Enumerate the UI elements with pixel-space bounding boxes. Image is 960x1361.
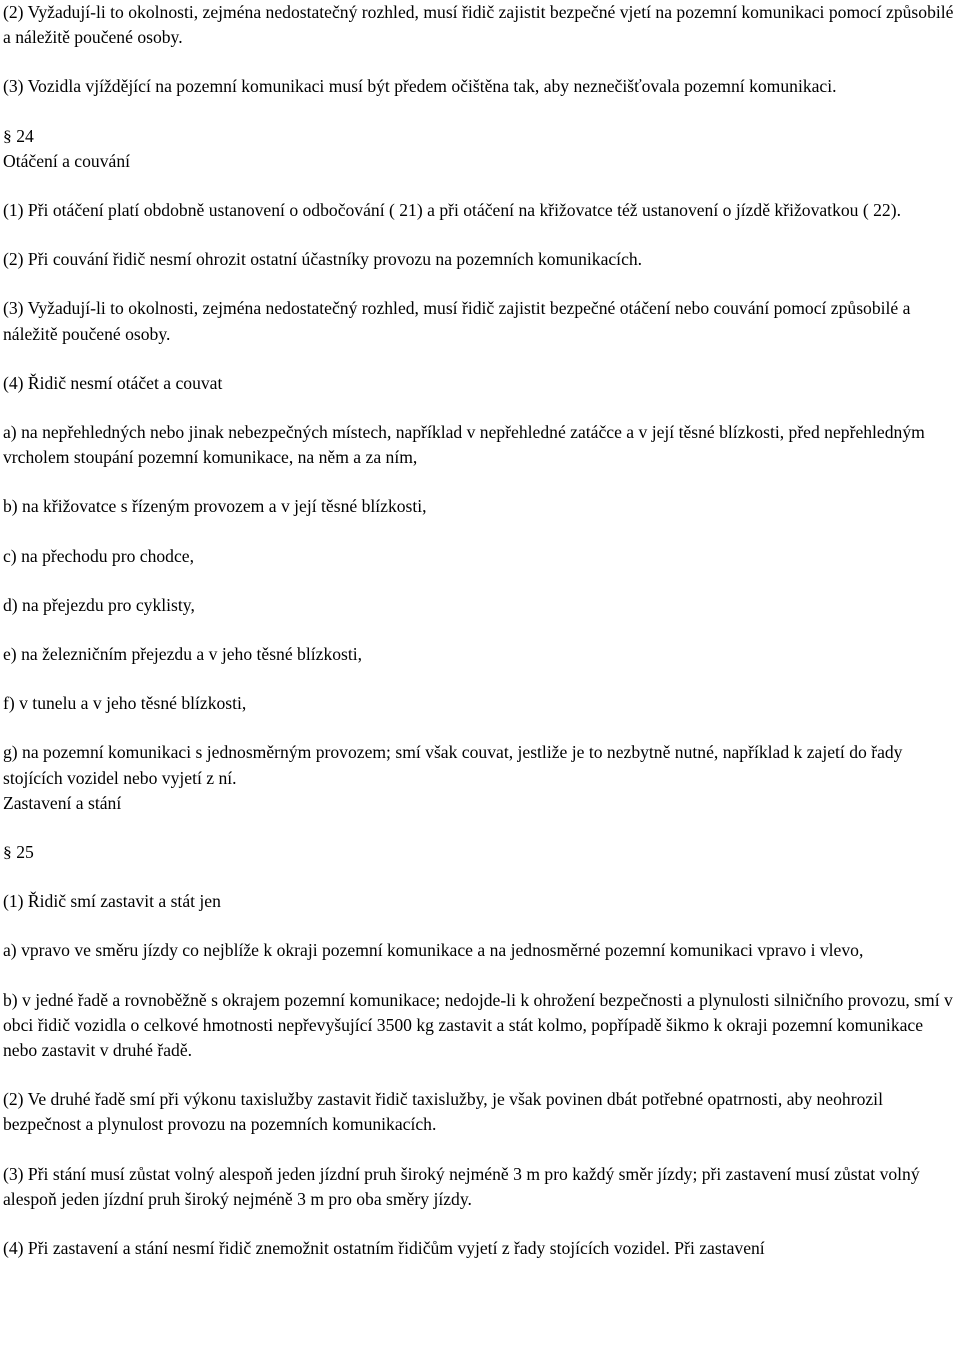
list-item: e) na železničním přejezdu a v jeho těsné blízkosti,	[3, 644, 363, 665]
section-number	[3, 840, 958, 865]
paragraph: (2) Vyžadují-li to okolnosti, zejména nedostatečný rozhled, musí řidič zajistit bezpečné vjetí na pozemní komunikaci pomocí způsobilé a náležitě poučené osoby.	[3, 2, 954, 48]
list-item: c) na přechodu pro chodce,	[3, 545, 194, 566]
list-item: a) na nepřehledných nebo jinak nebezpečných místech, například v nepřehledné zatáčce a v její těsné blízkosti, před nepřehledným vrcholem stoupání pozemní komunikace, na něm a za ním,	[3, 422, 925, 468]
paragraph: (3) Vozidla vjíždějící na pozemní komunikaci musí být předem očištěna tak, aby neznečišťovala pozemní komunikaci.	[3, 76, 837, 97]
list-item: b) na křižovatce s řízeným provozem a v její těsné blízkosti,	[3, 496, 427, 517]
paragraph: (3) Vyžadují-li to okolnosti, zejména nedostatečný rozhled, musí řidič zajistit bezpečné otáčení nebo couvání pomocí způsobilé a náležitě poučené osoby.	[3, 298, 911, 344]
section-sign: §	[3, 126, 12, 145]
paragraph: (2) Při couvání řidič nesmí ohrozit ostatní účastníky provozu na pozemních komunikacích.	[3, 249, 643, 270]
list-item: d) na přejezdu pro cyklisty,	[3, 594, 195, 615]
section-number-value: 24	[16, 125, 34, 146]
paragraph: (3) Při stání musí zůstat volný alespoň jeden jízdní pruh široký nejméně 3 m pro každý směr jízdy; při zastavení musí zůstat volný alespoň jeden jízdní pruh široký nejméně 3 m pro oba směry jízdy.	[3, 1163, 920, 1209]
document-page	[3, 0, 958, 1261]
section-title: Otáčení a couvání	[3, 150, 131, 171]
list-item: g) na pozemní komunikaci s jednosměrným provozem; smí však couvat, jestliže je to nezbytně nutné, například k zajetí do řady stojících vozidel nebo vyjetí z ní.	[3, 742, 903, 788]
paragraph: (1) Při otáčení platí obdobně ustanovení o odbočování ( 21) a při otáčení na křižovatce též ustanovení o jízdě křižovatkou ( 22).	[3, 200, 901, 221]
list-item: f) v tunelu a v jeho těsné blízkosti,	[3, 693, 247, 714]
section-number-value: 25	[16, 842, 34, 863]
section-heading: Zastavení a stání	[3, 792, 122, 813]
list-item: b) v jedné řadě a rovnoběžně s okrajem pozemní komunikace; nedojde-li k ohrožení bezpečnosti a plynulosti silničního provozu, smí v obci řidič vozidla o celkové hmotnosti nepřevyšující 3500 kg zastavit a stát kolmo, popřípadě šikmo k okraji pozemní komunikace nebo zastavit v druhé řadě.	[3, 989, 953, 1061]
section-number	[3, 124, 958, 149]
paragraph: (1) Řidič smí zastavit a stát jen	[3, 891, 221, 912]
list-item: a) vpravo ve směru jízdy co nejblíže k okraji pozemní komunikace a na jednosměrné pozemní komunikaci vpravo i vlevo,	[3, 940, 864, 961]
section-sign: §	[3, 843, 12, 862]
paragraph: (4) Při zastavení a stání nesmí řidič znemožnit ostatním řidičům vyjetí z řady stojících vozidel. Při zastavení	[3, 1238, 765, 1259]
paragraph: (4) Řidič nesmí otáčet a couvat	[3, 372, 223, 393]
paragraph: (2) Ve druhé řadě smí při výkonu taxislužby zastavit řidič taxislužby, je však povinen dbát potřebné opatrnosti, aby neohrozil bezpečnost a plynulost provozu na pozemních komunikacích.	[3, 1089, 883, 1135]
